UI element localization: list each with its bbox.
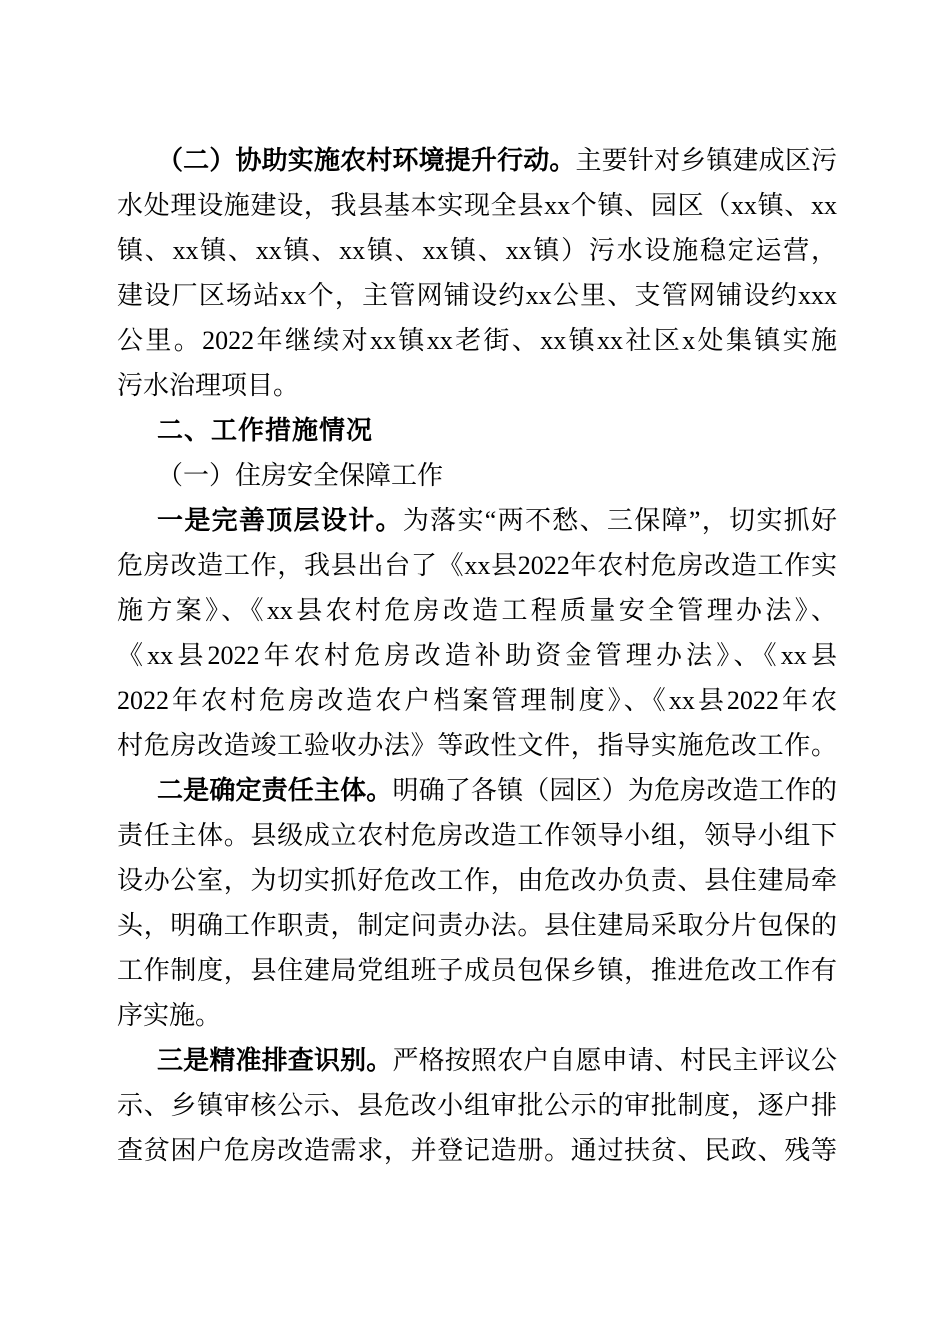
text-line	[117, 1038, 837, 1083]
body-text: 示、乡镇审核公示、县危改小组审批公示的审批制度，逐户排	[117, 1091, 837, 1120]
text-line	[117, 318, 837, 363]
body-text: 序实施。	[117, 1001, 222, 1030]
emphasis-lead-text: 三是精准排查识别。	[157, 1046, 393, 1075]
body-text: 污水治理项目。	[117, 371, 300, 400]
body-text: 主要针对乡镇建成区污	[575, 146, 837, 175]
text-line	[117, 903, 837, 948]
body-text: 2022年农村危房改造农户档案管理制度》、《xx县2022年农	[117, 686, 837, 715]
text-line	[117, 408, 837, 453]
text-line	[117, 273, 837, 318]
text-line	[117, 1128, 837, 1173]
text-line	[117, 228, 837, 273]
text-line	[117, 543, 837, 588]
text-line	[117, 633, 837, 678]
paragraph	[117, 768, 837, 1038]
heading-kai	[117, 453, 837, 498]
emphasis-lead-text: 一是完善顶层设计。	[157, 506, 403, 535]
text-line	[117, 498, 837, 543]
body-text: 设办公室，为切实抓好危改工作，由危改办负责、县住建局牵	[117, 866, 837, 895]
text-line	[117, 183, 837, 228]
paragraph	[117, 1038, 837, 1173]
body-text: 严格按照农户自愿申请、村民主评议公	[392, 1046, 837, 1075]
body-text: 公里。2022年继续对xx镇xx老街、xx镇xx社区x处集镇实施	[117, 326, 837, 355]
text-line	[117, 1083, 837, 1128]
text-line	[117, 678, 837, 723]
text-line	[117, 138, 837, 183]
text-line	[117, 588, 837, 633]
text-line	[117, 948, 837, 993]
text-line	[117, 453, 837, 498]
body-text: （一）住房安全保障工作	[157, 461, 444, 490]
body-text: 明确了各镇（园区）为危房改造工作的	[392, 776, 837, 805]
body-text: 建设厂区场站xx个，主管网铺设约xx公里、支管网铺设约xxx	[117, 281, 837, 310]
paragraph	[117, 498, 837, 768]
text-line	[117, 768, 837, 813]
text-line	[117, 813, 837, 858]
heading-bold	[117, 408, 837, 453]
document-body	[117, 138, 837, 1173]
emphasis-lead-text: 二是确定责任主体。	[157, 776, 393, 805]
text-line	[117, 723, 837, 768]
text-line	[117, 993, 837, 1038]
body-text: 村危房改造竣工验收办法》等政性文件，指导实施危改工作。	[117, 731, 837, 760]
emphasis-lead-text: （二）协助实施农村环境提升行动。	[157, 146, 576, 175]
body-text: 镇、xx镇、xx镇、xx镇、xx镇、xx镇）污水设施稳定运营，	[117, 236, 837, 265]
body-text: 查贫困户危房改造需求，并登记造册。通过扶贫、民政、残等	[117, 1136, 837, 1165]
text-line	[117, 858, 837, 903]
body-text: 《xx县2022年农村危房改造补助资金管理办法》、《xx县	[117, 641, 837, 670]
paragraph	[117, 138, 837, 408]
body-text: 为落实“两不愁、三保障”，切实抓好	[402, 506, 837, 535]
body-text: 施方案》、《xx县农村危房改造工程质量安全管理办法》、	[117, 596, 837, 625]
text-line	[117, 363, 837, 408]
body-text: 危房改造工作，我县出台了《xx县2022年农村危房改造工作实	[117, 551, 837, 580]
body-text: 水处理设施建设，我县基本实现全县xx个镇、园区（xx镇、xx	[117, 191, 837, 220]
body-text: 责任主体。县级成立农村危房改造工作领导小组，领导小组下	[117, 821, 837, 850]
body-text: 二、工作措施情况	[157, 415, 374, 445]
body-text: 工作制度，县住建局党组班子成员包保乡镇，推进危改工作有	[117, 956, 837, 985]
body-text: 头，明确工作职责，制定问责办法。县住建局采取分片包保的	[117, 911, 837, 940]
